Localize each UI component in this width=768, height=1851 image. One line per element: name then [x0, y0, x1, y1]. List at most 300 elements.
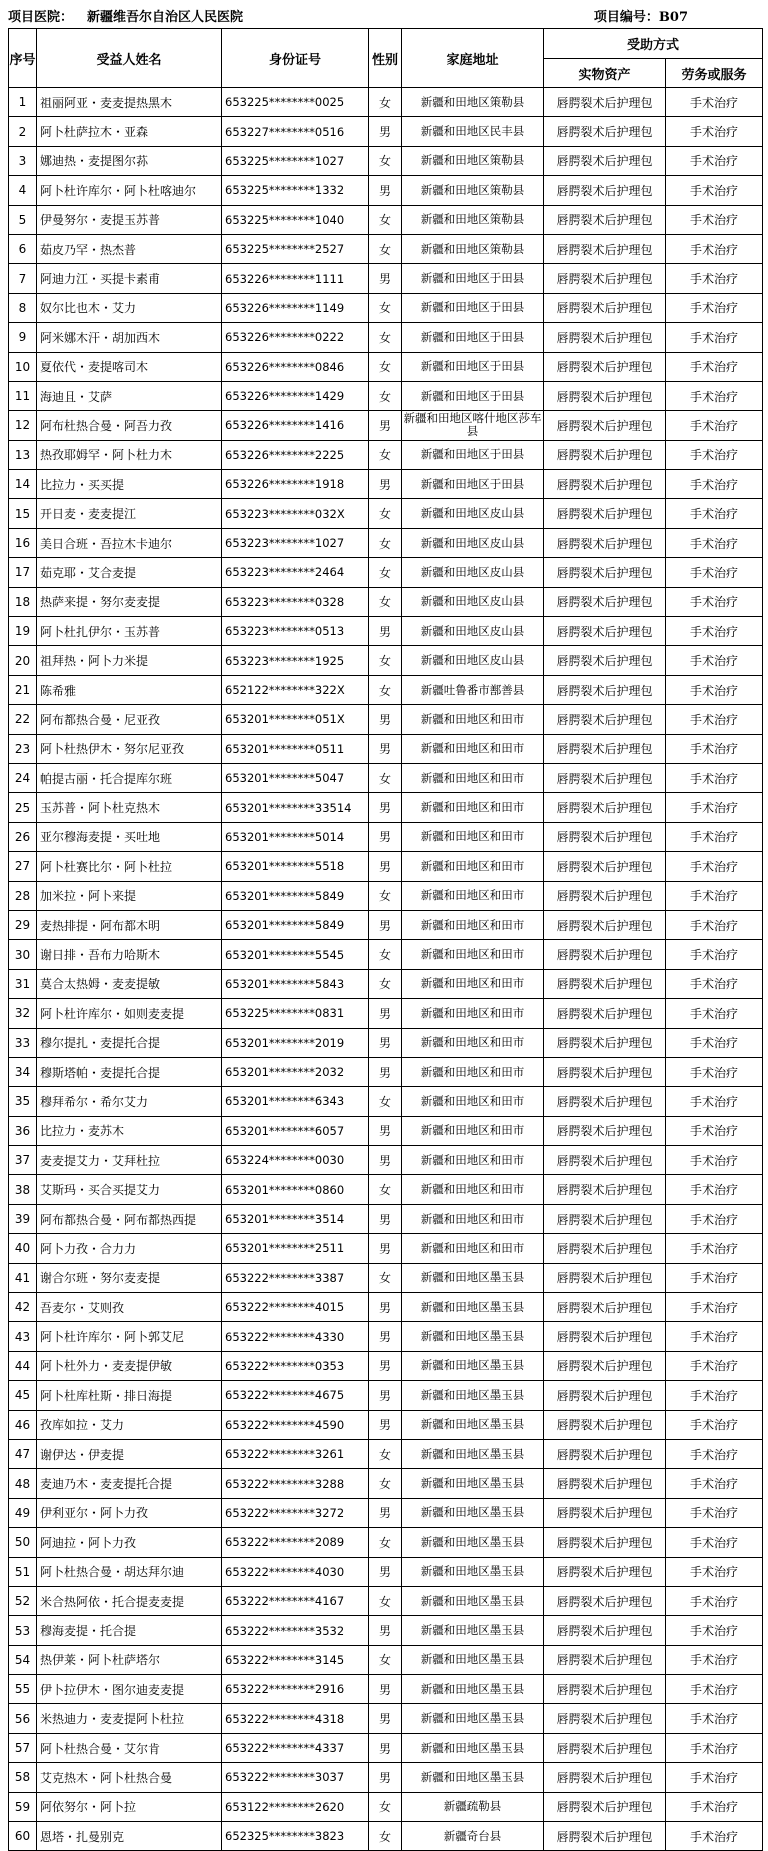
cell-name: 阿卜杜萨拉木・亚森: [37, 117, 222, 146]
cell-gender: 男: [369, 1028, 402, 1057]
cell-service: 手术治疗: [666, 1792, 763, 1821]
cell-gender: 男: [369, 1557, 402, 1586]
cell-address: 新疆和田地区和田市: [402, 940, 544, 969]
table-row: [9, 646, 763, 675]
cell-address: 新疆和田地区于田县: [402, 381, 544, 410]
cell-address: 新疆和田地区墨玉县: [402, 1351, 544, 1380]
cell-service: 手术治疗: [666, 1675, 763, 1704]
cell-material: 唇腭裂术后护理包: [544, 1557, 666, 1586]
cell-address: 新疆和田地区墨玉县: [402, 1645, 544, 1674]
cell-service: 手术治疗: [666, 1822, 763, 1851]
cell-address: 新疆和田地区墨玉县: [402, 1293, 544, 1322]
cell-service: 手术治疗: [666, 646, 763, 675]
cell-service: 手术治疗: [666, 1057, 763, 1086]
cell-material: 唇腭裂术后护理包: [544, 587, 666, 616]
cell-address: 新疆和田地区皮山县: [402, 646, 544, 675]
table-row: [9, 1263, 763, 1292]
cell-address: 新疆和田地区和田市: [402, 705, 544, 734]
cell-service: 手术治疗: [666, 587, 763, 616]
cell-material: 唇腭裂术后护理包: [544, 234, 666, 263]
cell-material: 唇腭裂术后护理包: [544, 1822, 666, 1851]
cell-address: 新疆和田地区于田县: [402, 440, 544, 469]
cell-gender: 男: [369, 1733, 402, 1762]
cell-name: 热孜耶姆罕・阿卜杜力木: [37, 440, 222, 469]
cell-no: 26: [9, 822, 37, 851]
cell-id: 652325********3823: [222, 1822, 369, 1851]
cell-id: 653122********2620: [222, 1792, 369, 1821]
beneficiary-table: [8, 28, 763, 1851]
cell-address: 新疆和田地区墨玉县: [402, 1616, 544, 1645]
cell-no: 42: [9, 1293, 37, 1322]
table-row: [9, 1175, 763, 1204]
cell-address: 新疆和田地区策勒县: [402, 146, 544, 175]
cell-no: 33: [9, 1028, 37, 1057]
table-row: [9, 1733, 763, 1762]
cell-id: 653222********4337: [222, 1733, 369, 1762]
cell-gender: 男: [369, 1675, 402, 1704]
cell-material: 唇腭裂术后护理包: [544, 1704, 666, 1733]
cell-name: 艾克热木・阿卜杜热合曼: [37, 1763, 222, 1792]
cell-service: 手术治疗: [666, 675, 763, 704]
cell-service: 手术治疗: [666, 1410, 763, 1439]
cell-no: 38: [9, 1175, 37, 1204]
table-row: [9, 1116, 763, 1145]
cell-service: 手术治疗: [666, 1293, 763, 1322]
cell-gender: 女: [369, 1528, 402, 1557]
cell-gender: 男: [369, 1057, 402, 1086]
cell-id: 653222********4675: [222, 1381, 369, 1410]
cell-material: 唇腭裂术后护理包: [544, 881, 666, 910]
cell-name: 谢合尔班・努尔麦麦提: [37, 1263, 222, 1292]
cell-gender: 男: [369, 1410, 402, 1439]
table-row: [9, 440, 763, 469]
cell-service: 手术治疗: [666, 499, 763, 528]
cell-material: 唇腭裂术后护理包: [544, 1234, 666, 1263]
cell-id: 653223********2464: [222, 558, 369, 587]
table-row: [9, 1087, 763, 1116]
cell-address: 新疆和田地区墨玉县: [402, 1322, 544, 1351]
cell-name: 阿卜力孜・合力力: [37, 1234, 222, 1263]
cell-no: 50: [9, 1528, 37, 1557]
table-row: [9, 323, 763, 352]
cell-service: 手术治疗: [666, 1616, 763, 1645]
table-row: [9, 352, 763, 381]
table-row: [9, 528, 763, 557]
cell-gender: 女: [369, 1469, 402, 1498]
cell-material: 唇腭裂术后护理包: [544, 1763, 666, 1792]
cell-address: 新疆和田地区和田市: [402, 852, 544, 881]
cell-name: 阿布都热合曼・阿布都热西提: [37, 1204, 222, 1233]
cell-gender: 女: [369, 969, 402, 998]
cell-gender: 女: [369, 352, 402, 381]
table-row: [9, 587, 763, 616]
table-row: [9, 205, 763, 234]
cell-gender: 女: [369, 1263, 402, 1292]
table-row: [9, 234, 763, 263]
cell-service: 手术治疗: [666, 1028, 763, 1057]
cell-no: 44: [9, 1351, 37, 1380]
project-hospital-label: 项目医院：: [8, 10, 74, 25]
cell-material: 唇腭裂术后护理包: [544, 1381, 666, 1410]
cell-service: 手术治疗: [666, 1087, 763, 1116]
cell-no: 14: [9, 470, 37, 499]
table-row: [9, 1057, 763, 1086]
cell-gender: 男: [369, 411, 402, 440]
cell-no: 56: [9, 1704, 37, 1733]
cell-material: 唇腭裂术后护理包: [544, 940, 666, 969]
cell-service: 手术治疗: [666, 617, 763, 646]
cell-address: 新疆和田地区皮山县: [402, 617, 544, 646]
cell-service: 手术治疗: [666, 1381, 763, 1410]
cell-id: 653201********5047: [222, 763, 369, 792]
cell-name: 茹克耶・艾合麦提: [37, 558, 222, 587]
cell-service: 手术治疗: [666, 1469, 763, 1498]
cell-service: 手术治疗: [666, 176, 763, 205]
cell-name: 阿卜杜热伊木・努尔尼亚孜: [37, 734, 222, 763]
cell-address: 新疆和田地区和田市: [402, 969, 544, 998]
cell-id: 653222********4015: [222, 1293, 369, 1322]
cell-no: 4: [9, 176, 37, 205]
cell-no: 8: [9, 293, 37, 322]
project-code-label: 项目编号：: [593, 10, 659, 25]
header-address: 家庭地址: [402, 29, 544, 88]
table-row: [9, 940, 763, 969]
cell-name: 伊卜拉伊木・图尔迪麦麦提: [37, 1675, 222, 1704]
cell-id: 653222********3532: [222, 1616, 369, 1645]
cell-id: 653201********5014: [222, 822, 369, 851]
cell-id: 653201********2032: [222, 1057, 369, 1086]
cell-gender: 男: [369, 1116, 402, 1145]
cell-id: 653201********5518: [222, 852, 369, 881]
table-row: [9, 381, 763, 410]
cell-material: 唇腭裂术后护理包: [544, 1498, 666, 1527]
cell-material: 唇腭裂术后护理包: [544, 1792, 666, 1821]
cell-no: 52: [9, 1586, 37, 1615]
cell-service: 手术治疗: [666, 1351, 763, 1380]
cell-no: 20: [9, 646, 37, 675]
cell-service: 手术治疗: [666, 910, 763, 939]
cell-id: 653222********3145: [222, 1645, 369, 1674]
cell-id: 653225********0025: [222, 88, 369, 117]
table-row: [9, 852, 763, 881]
cell-material: 唇腭裂术后护理包: [544, 1175, 666, 1204]
cell-no: 53: [9, 1616, 37, 1645]
cell-id: 653222********2089: [222, 1528, 369, 1557]
cell-address: 新疆和田地区墨玉县: [402, 1675, 544, 1704]
cell-address: 新疆和田地区和田市: [402, 1057, 544, 1086]
cell-address: 新疆和田地区皮山县: [402, 528, 544, 557]
cell-address: 新疆和田地区墨玉县: [402, 1704, 544, 1733]
cell-service: 手术治疗: [666, 734, 763, 763]
cell-name: 恩塔・扎曼别克: [37, 1822, 222, 1851]
cell-id: 653222********3272: [222, 1498, 369, 1527]
header-service: 劳务或服务: [666, 59, 763, 88]
cell-material: 唇腭裂术后护理包: [544, 1204, 666, 1233]
cell-gender: 女: [369, 293, 402, 322]
cell-gender: 女: [369, 440, 402, 469]
cell-service: 手术治疗: [666, 1645, 763, 1674]
cell-name: 开日麦・麦麦提江: [37, 499, 222, 528]
cell-gender: 男: [369, 1763, 402, 1792]
cell-id: 653222********4167: [222, 1586, 369, 1615]
cell-material: 唇腭裂术后护理包: [544, 499, 666, 528]
table-row: [9, 470, 763, 499]
cell-id: 653222********3288: [222, 1469, 369, 1498]
table-row: [9, 1439, 763, 1468]
cell-service: 手术治疗: [666, 1439, 763, 1468]
cell-name: 阿卜杜许库尔・阿卜郭艾尼: [37, 1322, 222, 1351]
table-row: [9, 675, 763, 704]
cell-no: 46: [9, 1410, 37, 1439]
cell-no: 25: [9, 793, 37, 822]
table-row: [9, 793, 763, 822]
cell-no: 37: [9, 1146, 37, 1175]
cell-address: 新疆和田地区和田市: [402, 1028, 544, 1057]
cell-no: 9: [9, 323, 37, 352]
cell-material: 唇腭裂术后护理包: [544, 1469, 666, 1498]
cell-id: 653222********4030: [222, 1557, 369, 1586]
cell-address: 新疆和田地区墨玉县: [402, 1381, 544, 1410]
cell-name: 帕提古丽・托合提库尔班: [37, 763, 222, 792]
cell-gender: 女: [369, 146, 402, 175]
cell-id: 653201********6343: [222, 1087, 369, 1116]
cell-name: 阿迪拉・阿卜力孜: [37, 1528, 222, 1557]
cell-id: 653201********5545: [222, 940, 369, 969]
cell-name: 夏依代・麦提喀司木: [37, 352, 222, 381]
cell-no: 55: [9, 1675, 37, 1704]
cell-material: 唇腭裂术后护理包: [544, 88, 666, 117]
cell-id: 653201********051X: [222, 705, 369, 734]
cell-material: 唇腭裂术后护理包: [544, 117, 666, 146]
cell-gender: 男: [369, 705, 402, 734]
cell-service: 手术治疗: [666, 1175, 763, 1204]
table-row: [9, 1704, 763, 1733]
cell-no: 28: [9, 881, 37, 910]
cell-material: 唇腭裂术后护理包: [544, 176, 666, 205]
cell-material: 唇腭裂术后护理包: [544, 1528, 666, 1557]
cell-name: 阿迪力江・买提卡素甫: [37, 264, 222, 293]
cell-service: 手术治疗: [666, 1204, 763, 1233]
table-row: [9, 1586, 763, 1615]
cell-id: 653201********6057: [222, 1116, 369, 1145]
cell-material: 唇腭裂术后护理包: [544, 470, 666, 499]
cell-material: 唇腭裂术后护理包: [544, 763, 666, 792]
cell-id: 653226********1111: [222, 264, 369, 293]
cell-name: 热萨来提・努尔麦麦提: [37, 587, 222, 616]
table-row: [9, 146, 763, 175]
cell-gender: 女: [369, 381, 402, 410]
cell-gender: 女: [369, 1645, 402, 1674]
cell-id: 653225********1332: [222, 176, 369, 205]
project-code: [594, 6, 688, 25]
table-row: [9, 1469, 763, 1498]
cell-address: 新疆和田地区和田市: [402, 1234, 544, 1263]
header-gender: 性别: [369, 29, 402, 88]
cell-address: 新疆和田地区和田市: [402, 1146, 544, 1175]
cell-material: 唇腭裂术后护理包: [544, 646, 666, 675]
cell-address: 新疆和田地区墨玉县: [402, 1263, 544, 1292]
cell-gender: 女: [369, 205, 402, 234]
cell-service: 手术治疗: [666, 528, 763, 557]
cell-no: 43: [9, 1322, 37, 1351]
cell-id: 653201********0860: [222, 1175, 369, 1204]
cell-name: 麦麦提艾力・艾拜杜拉: [37, 1146, 222, 1175]
project-hospital-name: 新疆维吾尔自治区人民医院: [87, 10, 244, 25]
cell-id: 653222********3037: [222, 1763, 369, 1792]
table-row: [9, 1028, 763, 1057]
table-row: [9, 1645, 763, 1674]
cell-name: 穆尔提扎・麦提托合提: [37, 1028, 222, 1057]
cell-name: 阿卜杜热合曼・艾尔肯: [37, 1733, 222, 1762]
cell-address: 新疆和田地区和田市: [402, 763, 544, 792]
cell-no: 47: [9, 1439, 37, 1468]
cell-id: 653224********0030: [222, 1146, 369, 1175]
cell-address: 新疆和田地区策勒县: [402, 88, 544, 117]
cell-material: 唇腭裂术后护理包: [544, 793, 666, 822]
cell-address: 新疆和田地区民丰县: [402, 117, 544, 146]
cell-gender: 女: [369, 587, 402, 616]
cell-gender: 男: [369, 1498, 402, 1527]
table-row: [9, 558, 763, 587]
cell-material: 唇腭裂术后护理包: [544, 822, 666, 851]
cell-service: 手术治疗: [666, 1498, 763, 1527]
cell-no: 23: [9, 734, 37, 763]
table-row: [9, 910, 763, 939]
table-row: [9, 1792, 763, 1821]
cell-name: 谢伊达・伊麦提: [37, 1439, 222, 1468]
cell-material: 唇腭裂术后护理包: [544, 381, 666, 410]
cell-name: 比拉力・麦苏木: [37, 1116, 222, 1145]
cell-gender: 男: [369, 1293, 402, 1322]
cell-id: 653223********1925: [222, 646, 369, 675]
cell-name: 亚尔穆海麦提・买吐地: [37, 822, 222, 851]
cell-id: 653222********0353: [222, 1351, 369, 1380]
table-row: [9, 734, 763, 763]
cell-name: 穆海麦提・托合提: [37, 1616, 222, 1645]
cell-no: 6: [9, 234, 37, 263]
cell-no: 19: [9, 617, 37, 646]
cell-address: 新疆和田地区于田县: [402, 352, 544, 381]
cell-id: 653201********0511: [222, 734, 369, 763]
cell-service: 手术治疗: [666, 411, 763, 440]
cell-name: 祖丽阿亚・麦麦提热黑木: [37, 88, 222, 117]
cell-no: 29: [9, 910, 37, 939]
cell-material: 唇腭裂术后护理包: [544, 910, 666, 939]
cell-no: 49: [9, 1498, 37, 1527]
cell-address: 新疆和田地区和田市: [402, 999, 544, 1028]
table-row: [9, 1763, 763, 1792]
cell-material: 唇腭裂术后护理包: [544, 528, 666, 557]
cell-material: 唇腭裂术后护理包: [544, 1675, 666, 1704]
cell-gender: 女: [369, 558, 402, 587]
cell-material: 唇腭裂术后护理包: [544, 675, 666, 704]
cell-id: 653226********1416: [222, 411, 369, 440]
cell-service: 手术治疗: [666, 793, 763, 822]
cell-service: 手术治疗: [666, 1263, 763, 1292]
table-row: [9, 1410, 763, 1439]
cell-material: 唇腭裂术后护理包: [544, 969, 666, 998]
cell-id: 653201********2019: [222, 1028, 369, 1057]
cell-gender: 女: [369, 88, 402, 117]
cell-service: 手术治疗: [666, 1116, 763, 1145]
cell-material: 唇腭裂术后护理包: [544, 1146, 666, 1175]
table-row: [9, 1351, 763, 1380]
cell-no: 13: [9, 440, 37, 469]
cell-id: 653226********0222: [222, 323, 369, 352]
cell-material: 唇腭裂术后护理包: [544, 205, 666, 234]
cell-gender: 男: [369, 117, 402, 146]
cell-id: 653226********1429: [222, 381, 369, 410]
cell-no: 58: [9, 1763, 37, 1792]
cell-no: 27: [9, 852, 37, 881]
table-row: [9, 705, 763, 734]
cell-name: 阿布都热合曼・尼亚孜: [37, 705, 222, 734]
cell-id: 653201********5843: [222, 969, 369, 998]
cell-service: 手术治疗: [666, 234, 763, 263]
cell-gender: 男: [369, 1234, 402, 1263]
cell-gender: 男: [369, 822, 402, 851]
table-row: [9, 1498, 763, 1527]
cell-id: 653226********1149: [222, 293, 369, 322]
cell-name: 阿卜杜许库尔・阿卜杜喀迪尔: [37, 176, 222, 205]
cell-address: 新疆和田地区于田县: [402, 293, 544, 322]
cell-gender: 男: [369, 176, 402, 205]
cell-service: 手术治疗: [666, 705, 763, 734]
cell-no: 31: [9, 969, 37, 998]
cell-address: 新疆吐鲁番市鄯善县: [402, 675, 544, 704]
cell-material: 唇腭裂术后护理包: [544, 558, 666, 587]
cell-gender: 女: [369, 1439, 402, 1468]
cell-name: 阿卜杜库杜斯・排日海提: [37, 1381, 222, 1410]
cell-material: 唇腭裂术后护理包: [544, 352, 666, 381]
cell-name: 阿依努尔・阿卜拉: [37, 1792, 222, 1821]
header-id: 身份证号: [222, 29, 369, 88]
cell-name: 孜库如拉・艾力: [37, 1410, 222, 1439]
cell-address: 新疆和田地区墨玉县: [402, 1763, 544, 1792]
cell-no: 60: [9, 1822, 37, 1851]
cell-no: 21: [9, 675, 37, 704]
cell-service: 手术治疗: [666, 999, 763, 1028]
cell-id: 653201********5849: [222, 881, 369, 910]
cell-name: 伊利亚尔・阿卜力孜: [37, 1498, 222, 1527]
cell-no: 59: [9, 1792, 37, 1821]
table-header-row: [9, 29, 763, 59]
cell-material: 唇腭裂术后护理包: [544, 1028, 666, 1057]
cell-gender: 男: [369, 1204, 402, 1233]
cell-id: 653201********2511: [222, 1234, 369, 1263]
cell-no: 12: [9, 411, 37, 440]
cell-no: 11: [9, 381, 37, 410]
cell-no: 7: [9, 264, 37, 293]
table-row: [9, 1293, 763, 1322]
document-header: [0, 0, 768, 28]
cell-service: 手术治疗: [666, 822, 763, 851]
cell-name: 米合热阿依・托合提麦麦提: [37, 1586, 222, 1615]
cell-name: 伊曼努尔・麦提玉苏普: [37, 205, 222, 234]
cell-material: 唇腭裂术后护理包: [544, 1733, 666, 1762]
cell-id: 653225********1027: [222, 146, 369, 175]
cell-gender: 男: [369, 1616, 402, 1645]
cell-name: 艾斯玛・买合买提艾力: [37, 1175, 222, 1204]
cell-material: 唇腭裂术后护理包: [544, 1439, 666, 1468]
cell-service: 手术治疗: [666, 117, 763, 146]
cell-address: 新疆和田地区策勒县: [402, 205, 544, 234]
cell-gender: 女: [369, 763, 402, 792]
cell-address: 新疆和田地区和田市: [402, 1175, 544, 1204]
header-no: 序号: [9, 29, 37, 88]
cell-id: 653201********33514: [222, 793, 369, 822]
cell-material: 唇腭裂术后护理包: [544, 1263, 666, 1292]
